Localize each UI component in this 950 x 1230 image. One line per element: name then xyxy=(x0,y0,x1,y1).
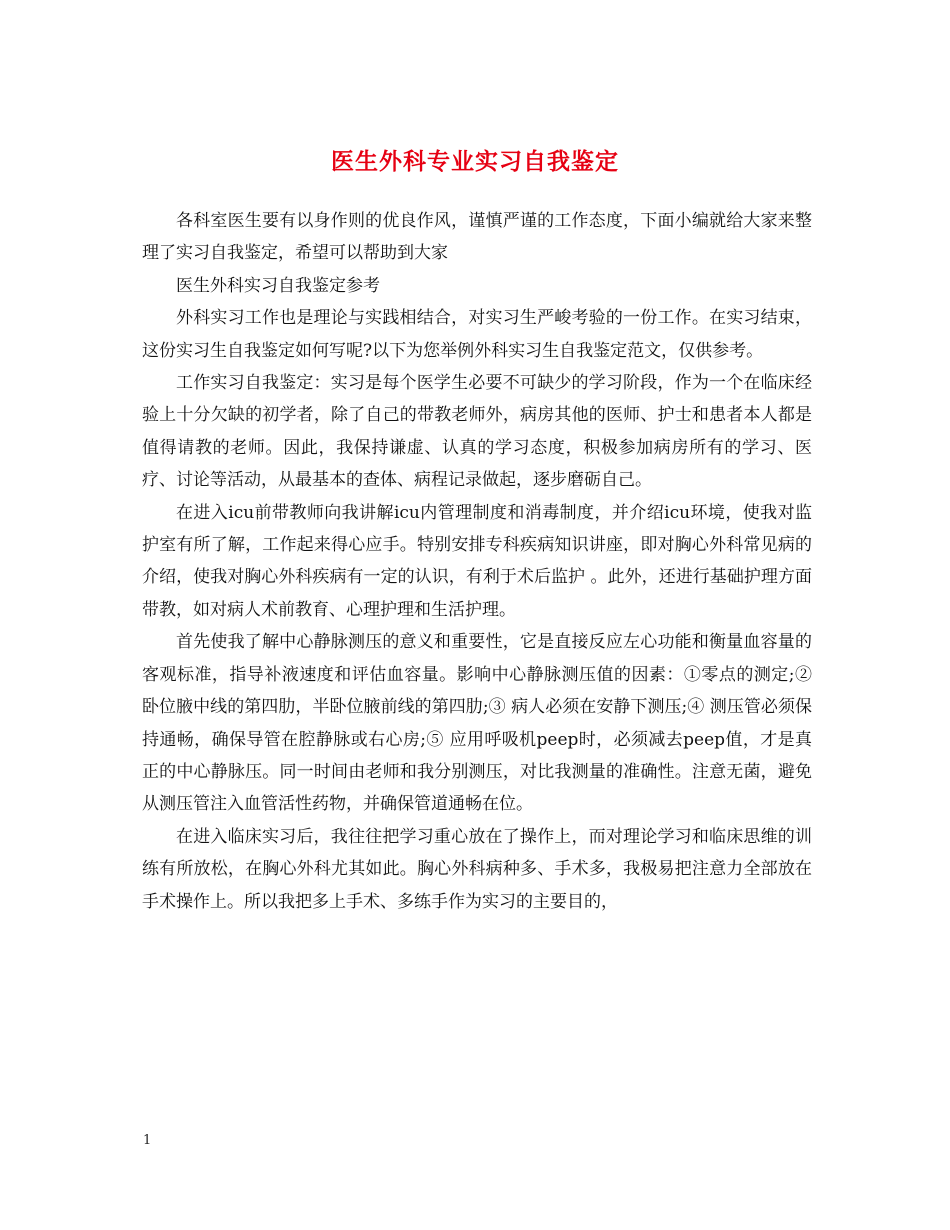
paragraph-subtitle: 医生外科实习自我鉴定参考 xyxy=(176,275,380,296)
document-title: 医生外科专业实习自我鉴定 xyxy=(331,148,619,176)
paragraph-intro: 各科室医生要有以身作则的优良作风，谨慎严谨的工作态度，下面小编就给大家来整理了实习自我鉴定，希望可以帮助到大家 xyxy=(142,211,812,264)
paragraph: 外科实习工作也是理论与实践相结合，对实习生严峻考验的一份工作。在实习结束，这份实习生自我鉴定如何写呢?以下为您举例外科实习生自我鉴定范文，仅供参考。 xyxy=(142,308,812,361)
paragraph: 在进入临床实习后，我往往把学习重心放在了操作上，而对理论学习和临床思维的训练有所放松，在胸心外科尤其如此。胸心外科病种多、手术多，我极易把注意力全部放在手术操作上。所以我把多上手术、多练手作为实习的主要目的， xyxy=(142,826,812,912)
document-body xyxy=(142,205,812,918)
paragraph: 工作实习自我鉴定：实习是每个医学生必要不可缺少的学习阶段，作为一个在临床经验上十分欠缺的初学者，除了自己的带教老师外，病房其他的医师、护士和患者本人都是值得请教的老师。因此，我保持谦虚、认真的学习态度，积极参加病房所有的学习、医疗、讨论等活动，从最基本的查体、病程记录做起，逐步磨砺自己。 xyxy=(142,373,812,491)
paragraph: 首先使我了解中心静脉测压的意义和重要性，它是直接反应左心功能和衡量血容量的客观标准，指导补液速度和评估血容量。影响中心静脉测压值的因素：①零点的测定;② 卧位腋中线的第四肋，半卧位腋前线的第四肋;③ 病人必须在安静下测压;④ 测压管必须保持通畅，确保导管在腔静脉或右心房;⑤ 应用呼吸机peep时，必须减去peep值，才是真正的中心静脉压。同一时间由老师和我分别测压，对比我测量的准确性。注意无菌，避免从测压管注入血管活性药物，并确保管道通畅在位。 xyxy=(142,632,812,815)
page-number: 1 xyxy=(143,1133,152,1148)
paragraph: 在进入icu前带教师向我讲解icu内管理制度和消毒制度，并介绍icu环境，使我对监护室有所了解，工作起来得心应手。特别安排专科疾病知识讲座，即对胸心外科常见病的介绍，使我对胸心外科疾病有一定的认识，有利于术后监护 。此外，还进行基础护理方面带教，如对病人术前教育、心理护理和生活护理。 xyxy=(142,502,812,620)
